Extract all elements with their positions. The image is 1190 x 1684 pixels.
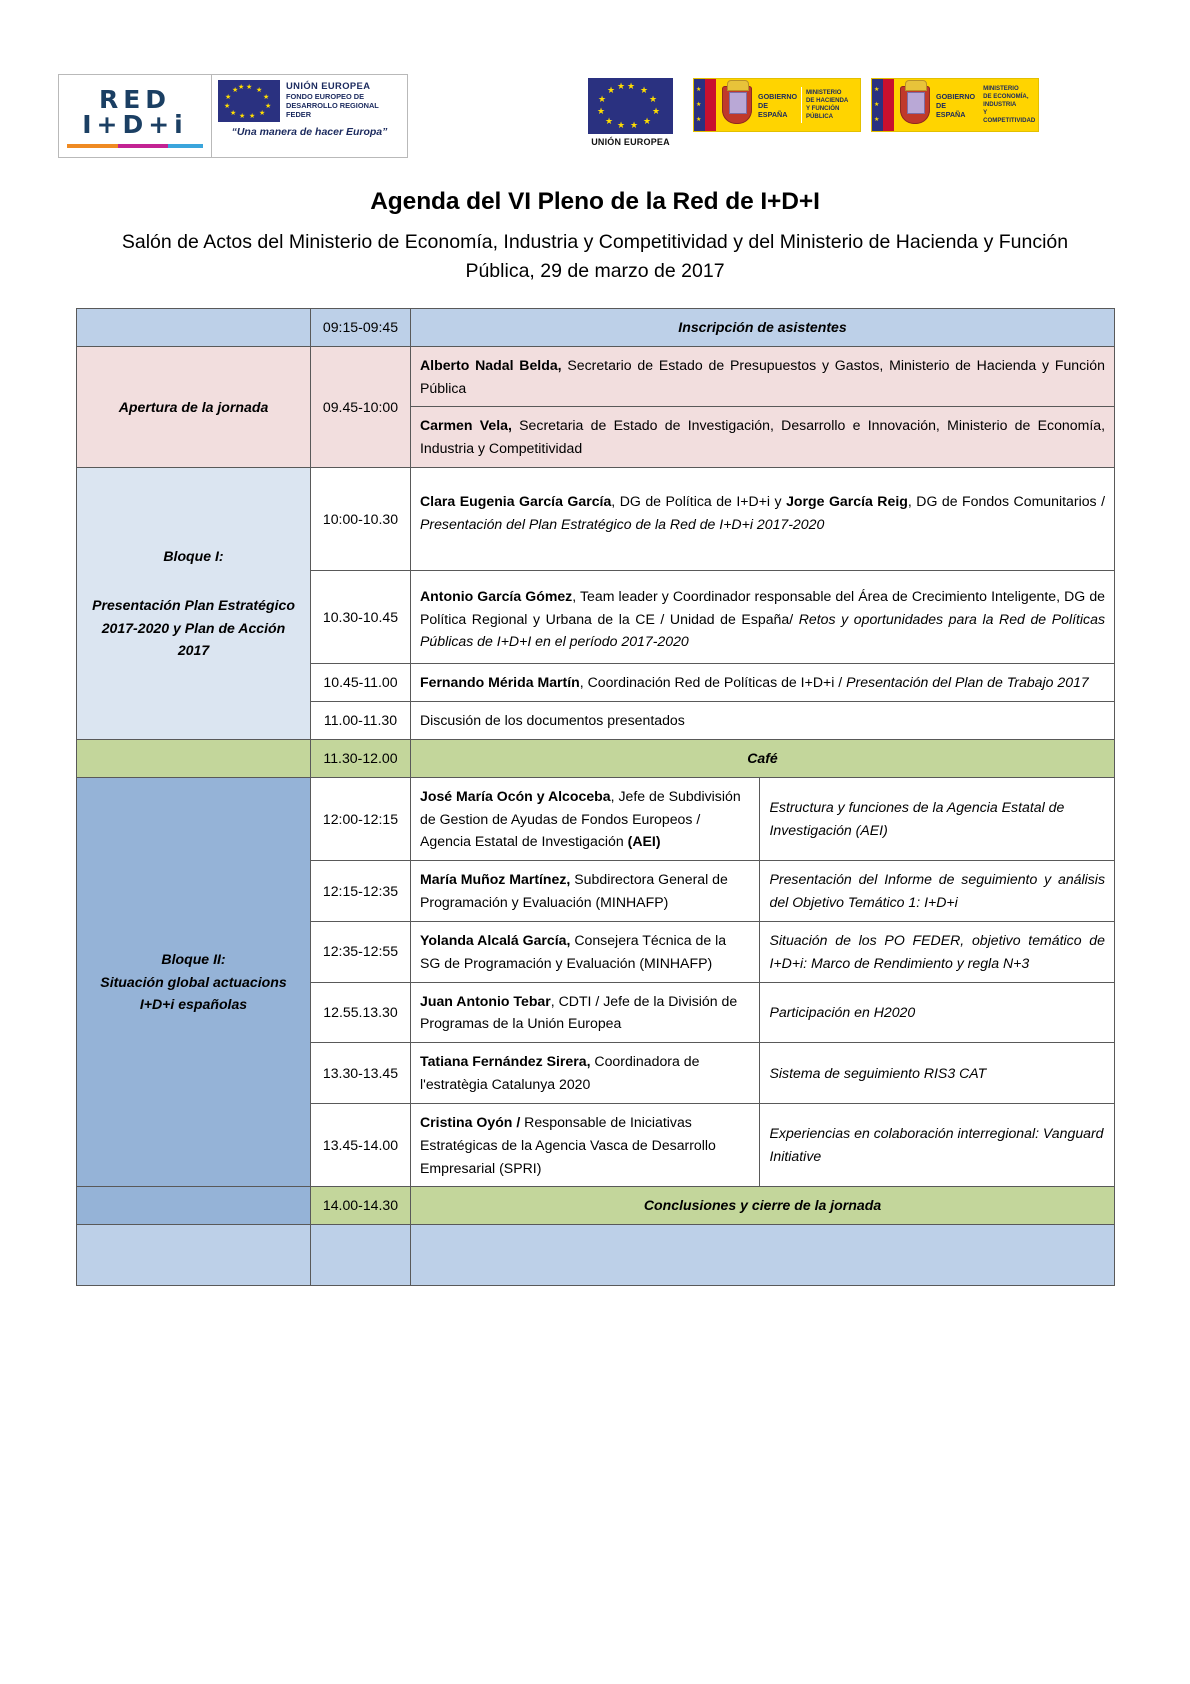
speaker-subcell [411,1043,759,1103]
red-idi-logo [59,75,211,157]
speaker-role: Consejera Técnica de la SG de Programación y Evaluación (MINHAFP) [420,931,727,971]
ministerio-hacienda-label: MINISTERIO DE HACIENDA Y FUNCIÓN PÚBLICA [805,89,849,120]
block-label-bloque1 [77,468,311,740]
speaker-subcell [411,983,759,1043]
speaker-name: Yolanda Alcalá García, [420,931,571,948]
speaker-name: Cristina Oyón / [420,1113,521,1130]
time-cell: 14.00-14.30 [311,1187,411,1225]
speaker-role: Subdirectora General de Programación y Evaluación (MINHAFP) [420,871,728,911]
session-topic: Presentación del Plan Estratégico de la Red de I+D+i 2017-2020 [420,515,825,532]
speaker-name: María Muñoz Martínez, [420,871,571,888]
spain-flag-strip-icon: ★ ★ ★ [872,79,894,131]
time-cell: 13.30-13.45 [311,1043,411,1104]
speaker-role: , Jefe de Subdivisión de Gestion de Ayudas de Fondos Europeos / Agencia Estatal de Investigación [420,787,741,850]
table-row [77,468,1115,571]
speaker-role-2: , DG de Fondos Comunitarios / [907,493,1105,510]
speaker-name: Clara Eugenia García García [420,493,612,510]
spain-flag-strip-icon: ★ ★ ★ [694,79,716,131]
speaker-subcell [411,778,759,860]
time-cell: 12:15-12:35 [311,861,411,922]
feder-line-3: FEDER [286,110,312,120]
block-label-cell-empty [77,1187,311,1225]
speaker-name: Fernando Mérida Martín [420,674,580,691]
block-label-cell-empty [77,309,311,347]
block-label-apertura: Apertura de la jornada [77,346,311,467]
feder-title: UNIÓN EUROPEA [286,80,371,91]
gobierno-label: GOBIERNO DE ESPAÑA [936,91,976,119]
speaker-name: José María Ocón y Alcoceba [420,787,611,804]
institutional-logo-group [578,78,1039,147]
bloque2-title: Bloque II: [161,950,226,967]
speaker-role-tail: (AEI) [627,833,661,850]
spain-coat-of-arms-icon [722,86,752,124]
speaker-name: Juan Antonio Tebar [420,992,551,1009]
gobierno-economia-logo [871,78,1039,132]
session-banner: Inscripción de asistentes [411,309,1115,347]
table-row [77,777,1115,860]
session-cell [411,346,1115,407]
red-logo-line-1: RED [98,84,172,114]
table-row [77,346,1115,407]
bloque2-subtitle: Situación global actuacions I+D+i españolas [100,973,287,1013]
speaker-role: Responsable de Iniciativas Estratégicas de la Agencia Vasca de Desarrollo Empresarial (SPRI) [420,1113,716,1176]
session-banner: Café [411,739,1115,777]
empty-cell [311,1225,411,1286]
session-cell [411,861,1115,922]
ministerio-economia-label: MINISTERIO DE ECONOMÍA, INDUSTRIA Y COMPETITIVIDAD [983,85,1036,124]
session-topic: Retos y oportunidades para la Red de Políticas Públicas de I+D+I en el período 2017-2020 [420,610,1105,650]
time-cell: 09:15-09:45 [311,309,411,347]
time-cell: 12.55.13.30 [311,982,411,1043]
red-logo-underline [67,144,203,148]
speaker-name: Tatiana Fernández Sirera, [420,1053,591,1070]
red-logo-line-2: I+D+i [82,110,188,139]
speaker-name-2: Jorge García Reig [786,493,908,510]
time-cell: 13.45-14.00 [311,1103,411,1186]
speaker-role: Coordinadora de l'estratègia Catalunya 2020 [420,1053,700,1093]
speaker-subcell [411,922,759,982]
speaker-subcell [411,1104,759,1186]
time-cell: 10.30-10.45 [311,570,411,663]
eu-logo [578,78,683,147]
table-row [77,309,1115,347]
session-cell: Discusión de los documentos presentados [411,702,1115,740]
logo-divider [801,87,802,123]
table-row-empty [77,1225,1115,1286]
time-cell: 10.45-11.00 [311,664,411,702]
session-cell [411,664,1115,702]
speaker-role: , Coordinación Red de Políticas de I+D+i / [579,674,847,691]
session-topic: Presentación del Plan de Trabajo 2017 [846,674,1089,691]
speaker-role: Secretario de Estado de Presupuestos y Gastos, Ministerio de Hacienda y Función Pública [420,356,1105,396]
topic-subcell: Experiencias en colaboración interregional: Vanguard Initiative [769,1125,1104,1165]
time-cell: 11.30-12.00 [311,739,411,777]
feder-slogan: “Una manera de hacer Europa” [231,126,388,138]
session-banner: Conclusiones y cierre de la jornada [411,1187,1115,1225]
session-cell [411,570,1115,663]
feder-line-2: DESARROLLO REGIONAL [286,101,379,110]
block-label-cell-empty [77,739,311,777]
eu-flag-icon: ★ ★ ★ ★ ★ ★ ★ ★ ★ ★ ★ ★ [588,78,673,134]
speaker-name: Antonio García Gómez [420,587,573,604]
speaker-role: Secretaria de Estado de Investigación, Desarrollo e Innovación, Ministerio de Economía, Industria y Competitividad [420,417,1105,457]
gobierno-label: GOBIERNO DE ESPAÑA [758,91,798,119]
table-row [77,1187,1115,1225]
spain-coat-of-arms-icon [900,86,930,124]
block-label-bloque2 [77,777,311,1187]
speaker-role: , Team leader y Coordinador responsable del Área de Crecimiento Inteligente, DG de Política Regional y Urbana de la CE / Unidad de España/ [420,587,1105,627]
time-cell: 09.45-10:00 [311,346,411,467]
session-cell [411,921,1115,982]
session-cell [411,777,1115,860]
time-cell: 12:00-12:15 [311,777,411,860]
speaker-name: Carmen Vela, [420,417,512,434]
time-cell: 12:35-12:55 [311,921,411,982]
logo-bar [0,74,1190,166]
topic-subcell: Presentación del Informe de seguimiento y análisis del Objetivo Temático 1: I+D+i [769,871,1105,911]
bloque1-subtitle: Presentación Plan Estratégico 2017-2020 y Plan de Acción 2017 [92,596,295,659]
empty-cell [411,1225,1115,1286]
speaker-subcell [411,861,759,921]
speaker-role: , DG de Política de I+D+i y [611,493,787,510]
topic-subcell: Participación en H2020 [769,1003,916,1020]
page-subtitle: Salón de Actos del Ministerio de Economía, Industria y Competitividad y del Ministerio de Hacienda y Función Pública, 29 de marzo de 2017 [121,231,1069,282]
topic-subcell: Estructura y funciones de la Agencia Estatal de Investigación (AEI) [769,799,1065,838]
feder-logo [211,75,407,157]
eu-flag-icon: ★ ★ ★ ★ ★ ★ ★ ★ ★ ★ ★ ★ [218,80,280,122]
bloque1-title: Bloque I: [163,547,224,564]
speaker-name: Alberto Nadal Belda, [420,356,562,373]
agenda-table [76,308,1115,1286]
table-row [77,739,1115,777]
session-cell [411,1103,1115,1186]
session-cell [411,1043,1115,1104]
feder-line-1: FONDO EUROPEO DE [286,91,365,101]
red-feder-logo-group [58,74,408,158]
gobierno-hacienda-logo [693,78,861,132]
agenda-table-wrapper [76,308,1114,1286]
session-cell [411,407,1115,468]
topic-subcell: Situación de los PO FEDER, objetivo temático de I+D+i: Marco de Rendimiento y regla N+3 [769,931,1105,971]
topic-subcell: Sistema de seguimiento RIS3 CAT [769,1064,987,1081]
speaker-role: , CDTI / Jefe de la División de Programas de la Unión Europea [420,992,738,1032]
session-cell [411,468,1115,571]
session-cell [411,982,1115,1043]
empty-cell [77,1225,311,1286]
eu-logo-caption: UNIÓN EUROPEA [591,137,670,147]
page-title: Agenda del VI Pleno de la Red de I+D+I [370,188,820,215]
time-cell: 11.00-11.30 [311,702,411,740]
time-cell: 10:00-10.30 [311,468,411,571]
